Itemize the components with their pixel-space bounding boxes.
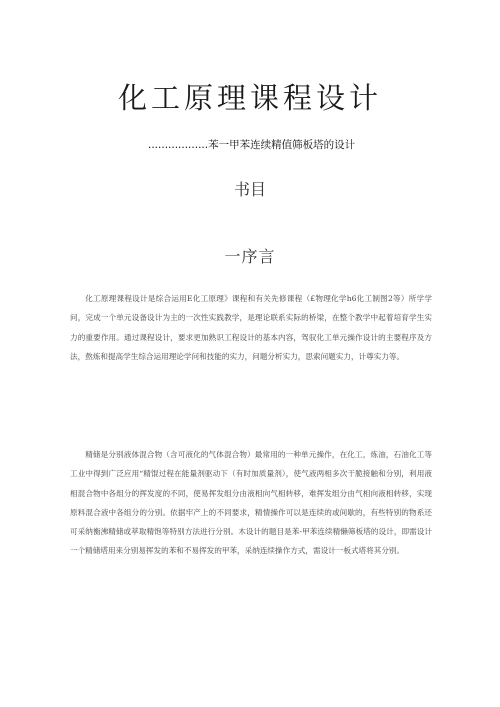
preface-paragraph-1: 化工原理课程设计是综合运用E化工原理》课程和有关先修课程（£物理化学h6化工制图2等）所学学问，完成一个单元设备设计为主的一次性实践教学，是理论联系实际的桥梁，在整个教学中起着培育学生实力的重要作用。通过课程设计，要求更加熟识工程设计的基本内容，驾驭化工单元操作设计的主要程序及方法，熬炼和提高学生综合运用理论学问和技能的实力，问题分析实力，思索问题实力，计尊实力等。	[70, 294, 432, 361]
section-heading-preface: 一序言	[224, 247, 276, 266]
document-subtitle: ..................苯一甲苯连续精值筛板塔的设计	[148, 139, 356, 151]
document-title: 化工原理课程设计	[117, 81, 382, 115]
preface-paragraph-2: 精储是分别液体混合物（含可液化的气体混合物）最常用的一种单元操作，在化工，炼油，石油化工等工业中得到广泛应用“精馄过程在能量剂驱动下（有时加质量剂），使气液两相多次干脆接触和分别，利用液相混合物中各组分的挥发度的不同，使易挥发组分由液相向气相转移，难挥发组分由气相向液相转移，实现原料混合液中各组分的分别。依据牢产上的不同要求，精情操作可以是连续的或间歇的，有些特别的物系还可采纳衡沸精储或萃取精饱等特别方法进行分别。木设计的题目是苯-甲苯连续精懒筛板塔的设计，即需设计一个精储塔用来分别易挥发的苯和不易挥发的甲苯，采纳连续操作方式，需设计一板式塔将其分别。	[70, 450, 432, 556]
toc-heading: 书目	[233, 180, 266, 199]
